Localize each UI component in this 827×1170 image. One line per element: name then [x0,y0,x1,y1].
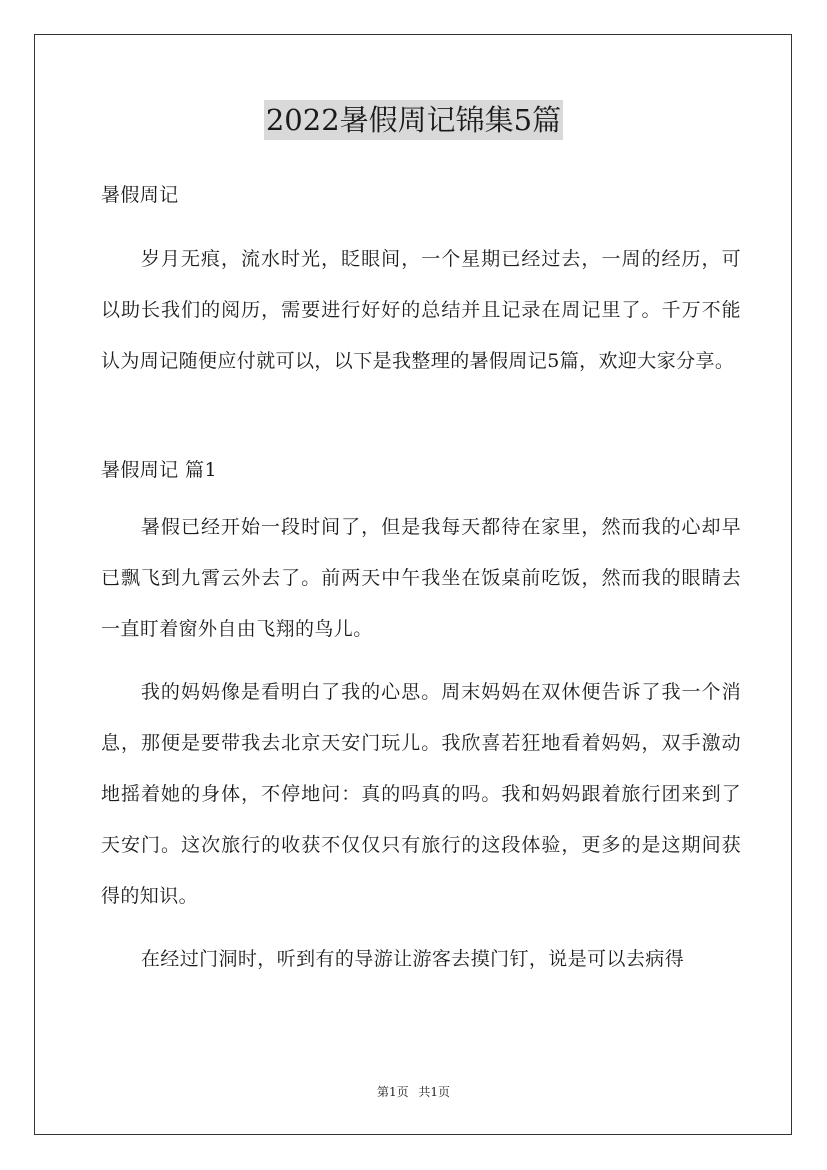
document-title [0,100,827,140]
page-footer [0,1083,827,1100]
body-paragraph: 在经过门洞时，听到有的导游让游客去摸门钉，说是可以去病得 [140,948,685,970]
intro-heading: 暑假周记 [101,184,179,206]
page-total: 共1页 [418,1085,451,1099]
page-number: 第1页 [376,1085,409,1099]
document-body [101,170,741,985]
section-heading: 暑假周记 篇1 [101,459,217,481]
body-paragraph: 暑假已经开始一段时间了，但是我每天都待在家里，然而我的心却早已飘飞到九霄云外去了。前两天中午我坐在饭桌前吃饭，然而我的眼睛去一直盯着窗外自由飞翔的鸟儿。 [101,516,741,640]
intro-paragraph: 岁月无痕，流水时光，眨眼间，一个星期已经过去，一周的经历，可以助长我们的阅历，需要进行好好的总结并且记录在周记里了。千万不能认为周记随便应付就可以，以下是我整理的暑假周记5篇，欢迎大家分享。 [101,248,741,372]
body-paragraph: 我的妈妈像是看明白了我的心思。周末妈妈在双休便告诉了我一个消息，那便是要带我去北京天安门玩儿。我欣喜若狂地看着妈妈，双手激动地摇着她的身体，不停地问：真的吗真的吗。我和妈妈跟着旅行团来到了天安门。这次旅行的收获不仅仅只有旅行的这段体验，更多的是这期间获得的知识。 [101,681,741,907]
document-title-text: 2022暑假周记锦集5篇 [264,100,563,140]
